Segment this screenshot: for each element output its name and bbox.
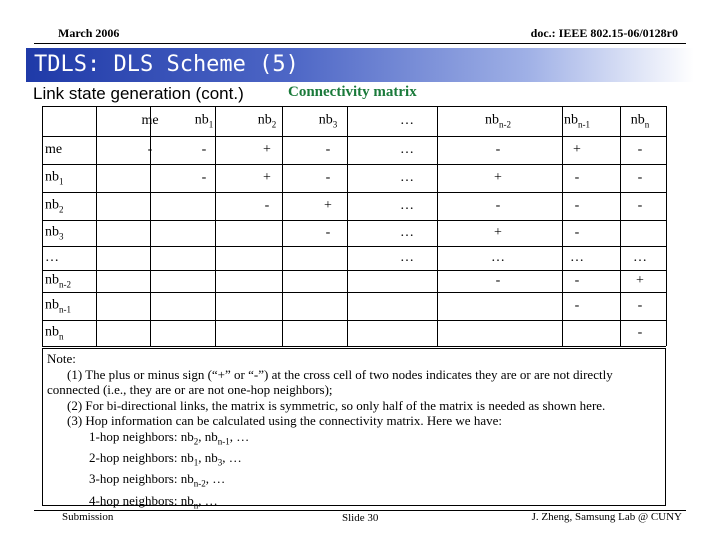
matrix-hline (42, 106, 666, 107)
matrix-cell: + (263, 170, 271, 185)
matrix-hline (42, 246, 666, 247)
matrix-cell: - (495, 198, 501, 213)
footer-submission: Submission (62, 511, 114, 523)
hop-2-line: 2-hop neighbors: $nb_1$, $nb_3$, … (89, 450, 242, 468)
matrix-row-header: $nb_{n-1}$ (45, 297, 71, 315)
matrix-cell: - (574, 198, 580, 213)
footer-slide-number: Slide 30 (342, 512, 379, 524)
matrix-cell: - (637, 298, 643, 313)
note-item-1-cont: connected (i.e., they are or are not one-hop neighbors); (47, 382, 333, 398)
header-date: March 2006 (58, 26, 120, 40)
matrix-cell: - (147, 142, 153, 157)
matrix-vline (96, 106, 97, 346)
matrix-col-header: $nb_n$ (630, 112, 650, 130)
note-item-2: (2) For bi-directional links, the matrix is symmetric, so only half of the matrix is needed as shown here. (67, 397, 606, 413)
matrix-vline (42, 106, 43, 346)
matrix-cell: + (636, 273, 644, 288)
connectivity-matrix (42, 106, 666, 346)
matrix-cell: - (574, 298, 580, 313)
matrix-cell: … (491, 250, 505, 265)
matrix-col-header: $nb_{n-1}$ (564, 112, 590, 130)
matrix-cell: - (637, 142, 643, 157)
matrix-cell: … (633, 250, 647, 265)
matrix-hline (42, 320, 666, 321)
matrix-col-header: $nb_3$ (318, 112, 338, 130)
matrix-col-header: $nb_1$ (194, 112, 214, 130)
matrix-hline (42, 164, 666, 165)
matrix-cell: - (325, 142, 331, 157)
matrix-vline (620, 106, 621, 346)
slide-title: TDLS: DLS Scheme (5) (34, 52, 299, 77)
matrix-cell: - (574, 273, 580, 288)
matrix-vline (437, 106, 438, 346)
matrix-vline (282, 106, 283, 346)
hop-4-line: 4-hop neighbors: $nb_n$, … (89, 492, 218, 511)
footer-author: J. Zheng, Samsung Lab @ CUNY (531, 511, 682, 523)
matrix-col-header: me (141, 113, 159, 128)
matrix-hline (42, 346, 666, 347)
matrix-row-header: $nb_1$ (45, 169, 64, 187)
matrix-col-header: … (400, 113, 414, 128)
matrix-cell: … (570, 250, 584, 265)
matrix-cell: + (494, 225, 502, 240)
matrix-cell: - (201, 170, 207, 185)
matrix-col-header: $nb_2$ (257, 112, 277, 130)
matrix-cell: … (400, 170, 414, 185)
matrix-row-header: $nb_{n-2}$ (45, 272, 71, 290)
matrix-vline (347, 106, 348, 346)
notes-box (42, 348, 666, 511)
note-item-3: (3) Hop information can be calculated using the connectivity matrix. Here we have: (67, 413, 502, 429)
matrix-row-header: $nb_3$ (45, 224, 64, 242)
matrix-row-header: $nb_2$ (45, 197, 64, 215)
matrix-row-header: … (45, 250, 59, 265)
subtitle: Link state generation (cont.) (33, 84, 244, 103)
subtitle-note: Connectivity matrix (288, 84, 417, 100)
hop-3-line: 3-hop neighbors: $nb_{n-2}$, … (89, 471, 226, 489)
matrix-row-header: $nb_n$ (45, 324, 64, 342)
header-divider (34, 43, 686, 44)
matrix-cell: - (264, 198, 270, 213)
matrix-cell: + (263, 142, 271, 157)
matrix-cell: - (574, 170, 580, 185)
matrix-vline (215, 106, 216, 346)
matrix-cell: - (201, 142, 207, 157)
matrix-hline (42, 192, 666, 193)
matrix-cell: - (574, 225, 580, 240)
matrix-hline (42, 270, 666, 271)
matrix-col-header: $nb_{n-2}$ (485, 112, 511, 130)
matrix-cell: … (400, 142, 414, 157)
note-heading: Note: (47, 351, 76, 366)
matrix-cell: + (494, 170, 502, 185)
matrix-cell: - (495, 142, 501, 157)
matrix-cell: + (324, 198, 332, 213)
matrix-cell: + (573, 142, 581, 157)
matrix-vline (562, 106, 563, 346)
hop-1-line: 1-hop neighbors: $nb_2$, $nb_{n-1}$, … (89, 428, 250, 447)
note-item-1: (1) The plus or minus sign (“+” or “-”) at the cross cell of two nodes indicates they are or are not directly (67, 366, 613, 382)
matrix-cell: … (400, 225, 414, 240)
matrix-cell: - (637, 325, 643, 340)
matrix-cell: - (637, 170, 643, 185)
matrix-cell: - (637, 198, 643, 213)
matrix-row-header: me (45, 142, 63, 157)
matrix-hline (42, 292, 666, 293)
matrix-vline (666, 106, 667, 346)
matrix-cell: … (400, 198, 414, 213)
matrix-cell: - (325, 170, 331, 185)
matrix-cell: - (325, 225, 331, 240)
matrix-hline (42, 136, 666, 137)
header-doc-id: doc.: IEEE 802.15-06/0128r0 (530, 26, 678, 40)
matrix-hline (42, 220, 666, 221)
matrix-cell: - (495, 273, 501, 288)
matrix-cell: … (400, 250, 414, 265)
